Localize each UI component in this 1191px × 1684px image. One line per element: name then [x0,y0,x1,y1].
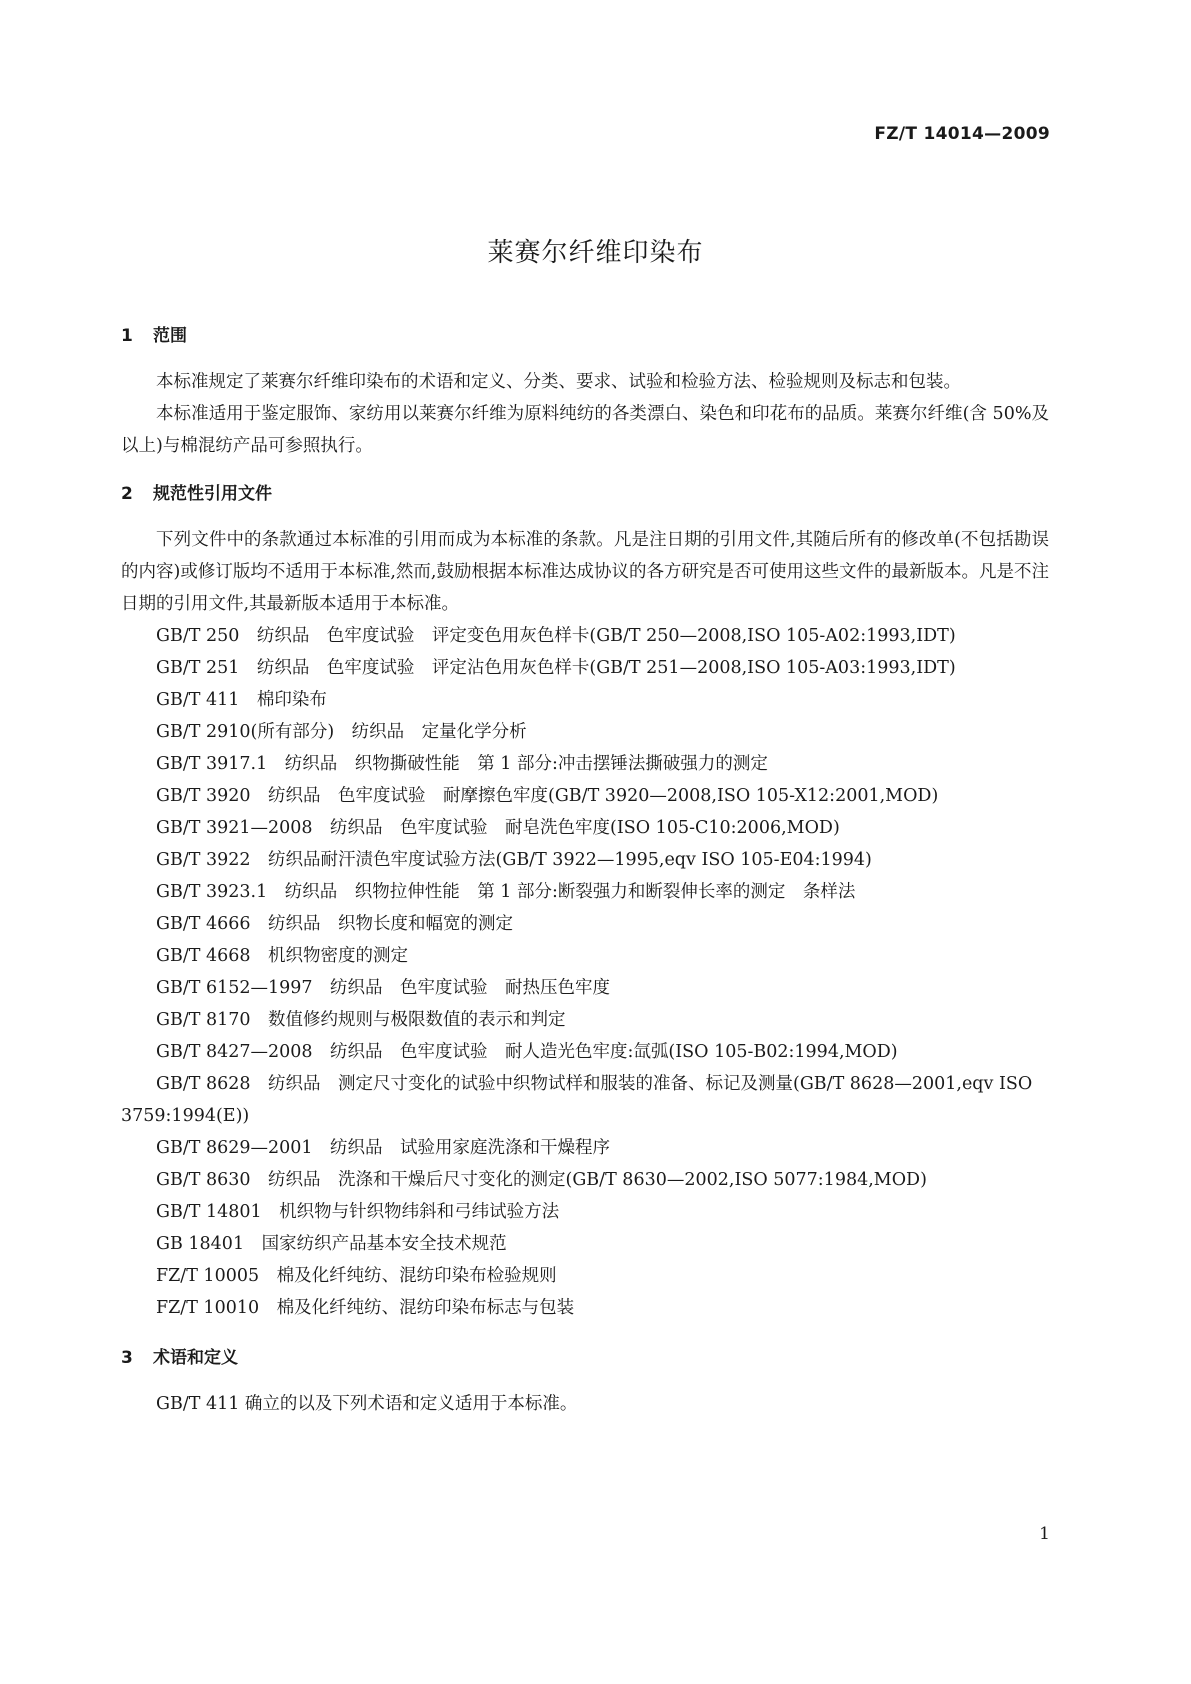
reference-item: GB/T 8170 数值修约规则与极限数值的表示和判定 [156,1010,566,1030]
section-title: 术语和定义 [153,1348,238,1368]
reference-item: GB/T 8427—2008 纺织品 色牢度试验 耐人造光色牢度:氙弧(ISO 105-B02:1994,MOD) [156,1042,898,1062]
reference-item: GB/T 3922 纺织品耐汗渍色牢度试验方法(GB/T 3922—1995,eqv ISO 105-E04:1994) [156,850,872,870]
reference-item: GB/T 250 纺织品 色牢度试验 评定变色用灰色样卡(GB/T 250—2008,ISO 105-A02:1993,IDT) [156,626,956,646]
page-number: 1 [1039,1524,1050,1544]
reference-item: FZ/T 10005 棉及化纤纯纺、混纺印染布检验规则 [156,1266,557,1286]
reference-item: GB/T 8630 纺织品 洗涤和干燥后尺寸变化的测定(GB/T 8630—2002,ISO 5077:1984,MOD) [156,1170,927,1190]
reference-item: GB/T 3917.1 纺织品 织物撕破性能 第 1 部分:冲击摆锤法撕破强力的测定 [156,754,768,774]
scope-paragraph: 本标准适用于鉴定服饰、家纺用以莱赛尔纤维为原料纯纺的各类漂白、染色和印花布的品质。莱赛尔纤维(含 50%及以上)与棉混纺产品可参照执行。 [121,404,1049,456]
reference-list [121,620,1049,1324]
reference-item: GB/T 3923.1 纺织品 织物拉伸性能 第 1 部分:断裂强力和断裂伸长率的测定 条样法 [156,882,856,902]
section-heading-normative-references [121,478,1049,510]
reference-item: GB 18401 国家纺织产品基本安全技术规范 [156,1234,507,1254]
standard-number: FZ/T 14014—2009 [874,124,1050,144]
reference-item: GB/T 8628 纺织品 测定尺寸变化的试验中织物试样和服装的准备、标记及测量(GB/T 8628—2001,eqv ISO 3759:1994(E)) [121,1074,1033,1126]
section-heading-scope [121,320,1049,352]
document-body [121,320,1049,1420]
reference-item: GB/T 4666 纺织品 织物长度和幅宽的测定 [156,914,514,934]
reference-item: GB/T 3920 纺织品 色牢度试验 耐摩擦色牢度(GB/T 3920—2008,ISO 105-X12:2001,MOD) [156,786,939,806]
reference-item: GB/T 3921—2008 纺织品 色牢度试验 耐皂洗色牢度(ISO 105-C10:2006,MOD) [156,818,840,838]
reference-item: GB/T 411 棉印染布 [156,690,327,710]
document-title: 莱赛尔纤维印染布 [487,238,704,268]
section-heading-terms-definitions [121,1342,1049,1374]
reference-item: GB/T 14801 机织物与针织物纬斜和弓纬试验方法 [156,1202,560,1222]
terms-paragraph: GB/T 411 确立的以及下列术语和定义适用于本标准。 [156,1394,578,1414]
scope-paragraph: 本标准规定了莱赛尔纤维印染布的术语和定义、分类、要求、试验和检验方法、检验规则及标志和包装。 [156,372,961,392]
section-number: 1 [121,326,133,346]
reference-item: FZ/T 10010 棉及化纤纯纺、混纺印染布标志与包装 [156,1298,575,1318]
section-number: 3 [121,1348,133,1368]
reference-item: GB/T 6152—1997 纺织品 色牢度试验 耐热压色牢度 [156,978,611,998]
scope-body [121,366,1049,462]
reference-item: GB/T 4668 机织物密度的测定 [156,946,409,966]
reference-item: GB/T 2910(所有部分) 纺织品 定量化学分析 [156,722,527,742]
normative-intro-paragraph: 下列文件中的条款通过本标准的引用而成为本标准的条款。凡是注日期的引用文件,其随后所有的修改单(不包括勘误的内容)或修订版均不适用于本标准,然而,鼓励根据本标准达成协议的各方研究是否可使用这些文件的最新版本。凡是不注日期的引用文件,其最新版本适用于本标准。 [121,530,1049,614]
section-number: 2 [121,484,133,504]
section-title: 范围 [153,326,187,346]
reference-item: GB/T 251 纺织品 色牢度试验 评定沾色用灰色样卡(GB/T 251—2008,ISO 105-A03:1993,IDT) [156,658,956,678]
section-title: 规范性引用文件 [153,484,272,504]
reference-item: GB/T 8629—2001 纺织品 试验用家庭洗涤和干燥程序 [156,1138,611,1158]
